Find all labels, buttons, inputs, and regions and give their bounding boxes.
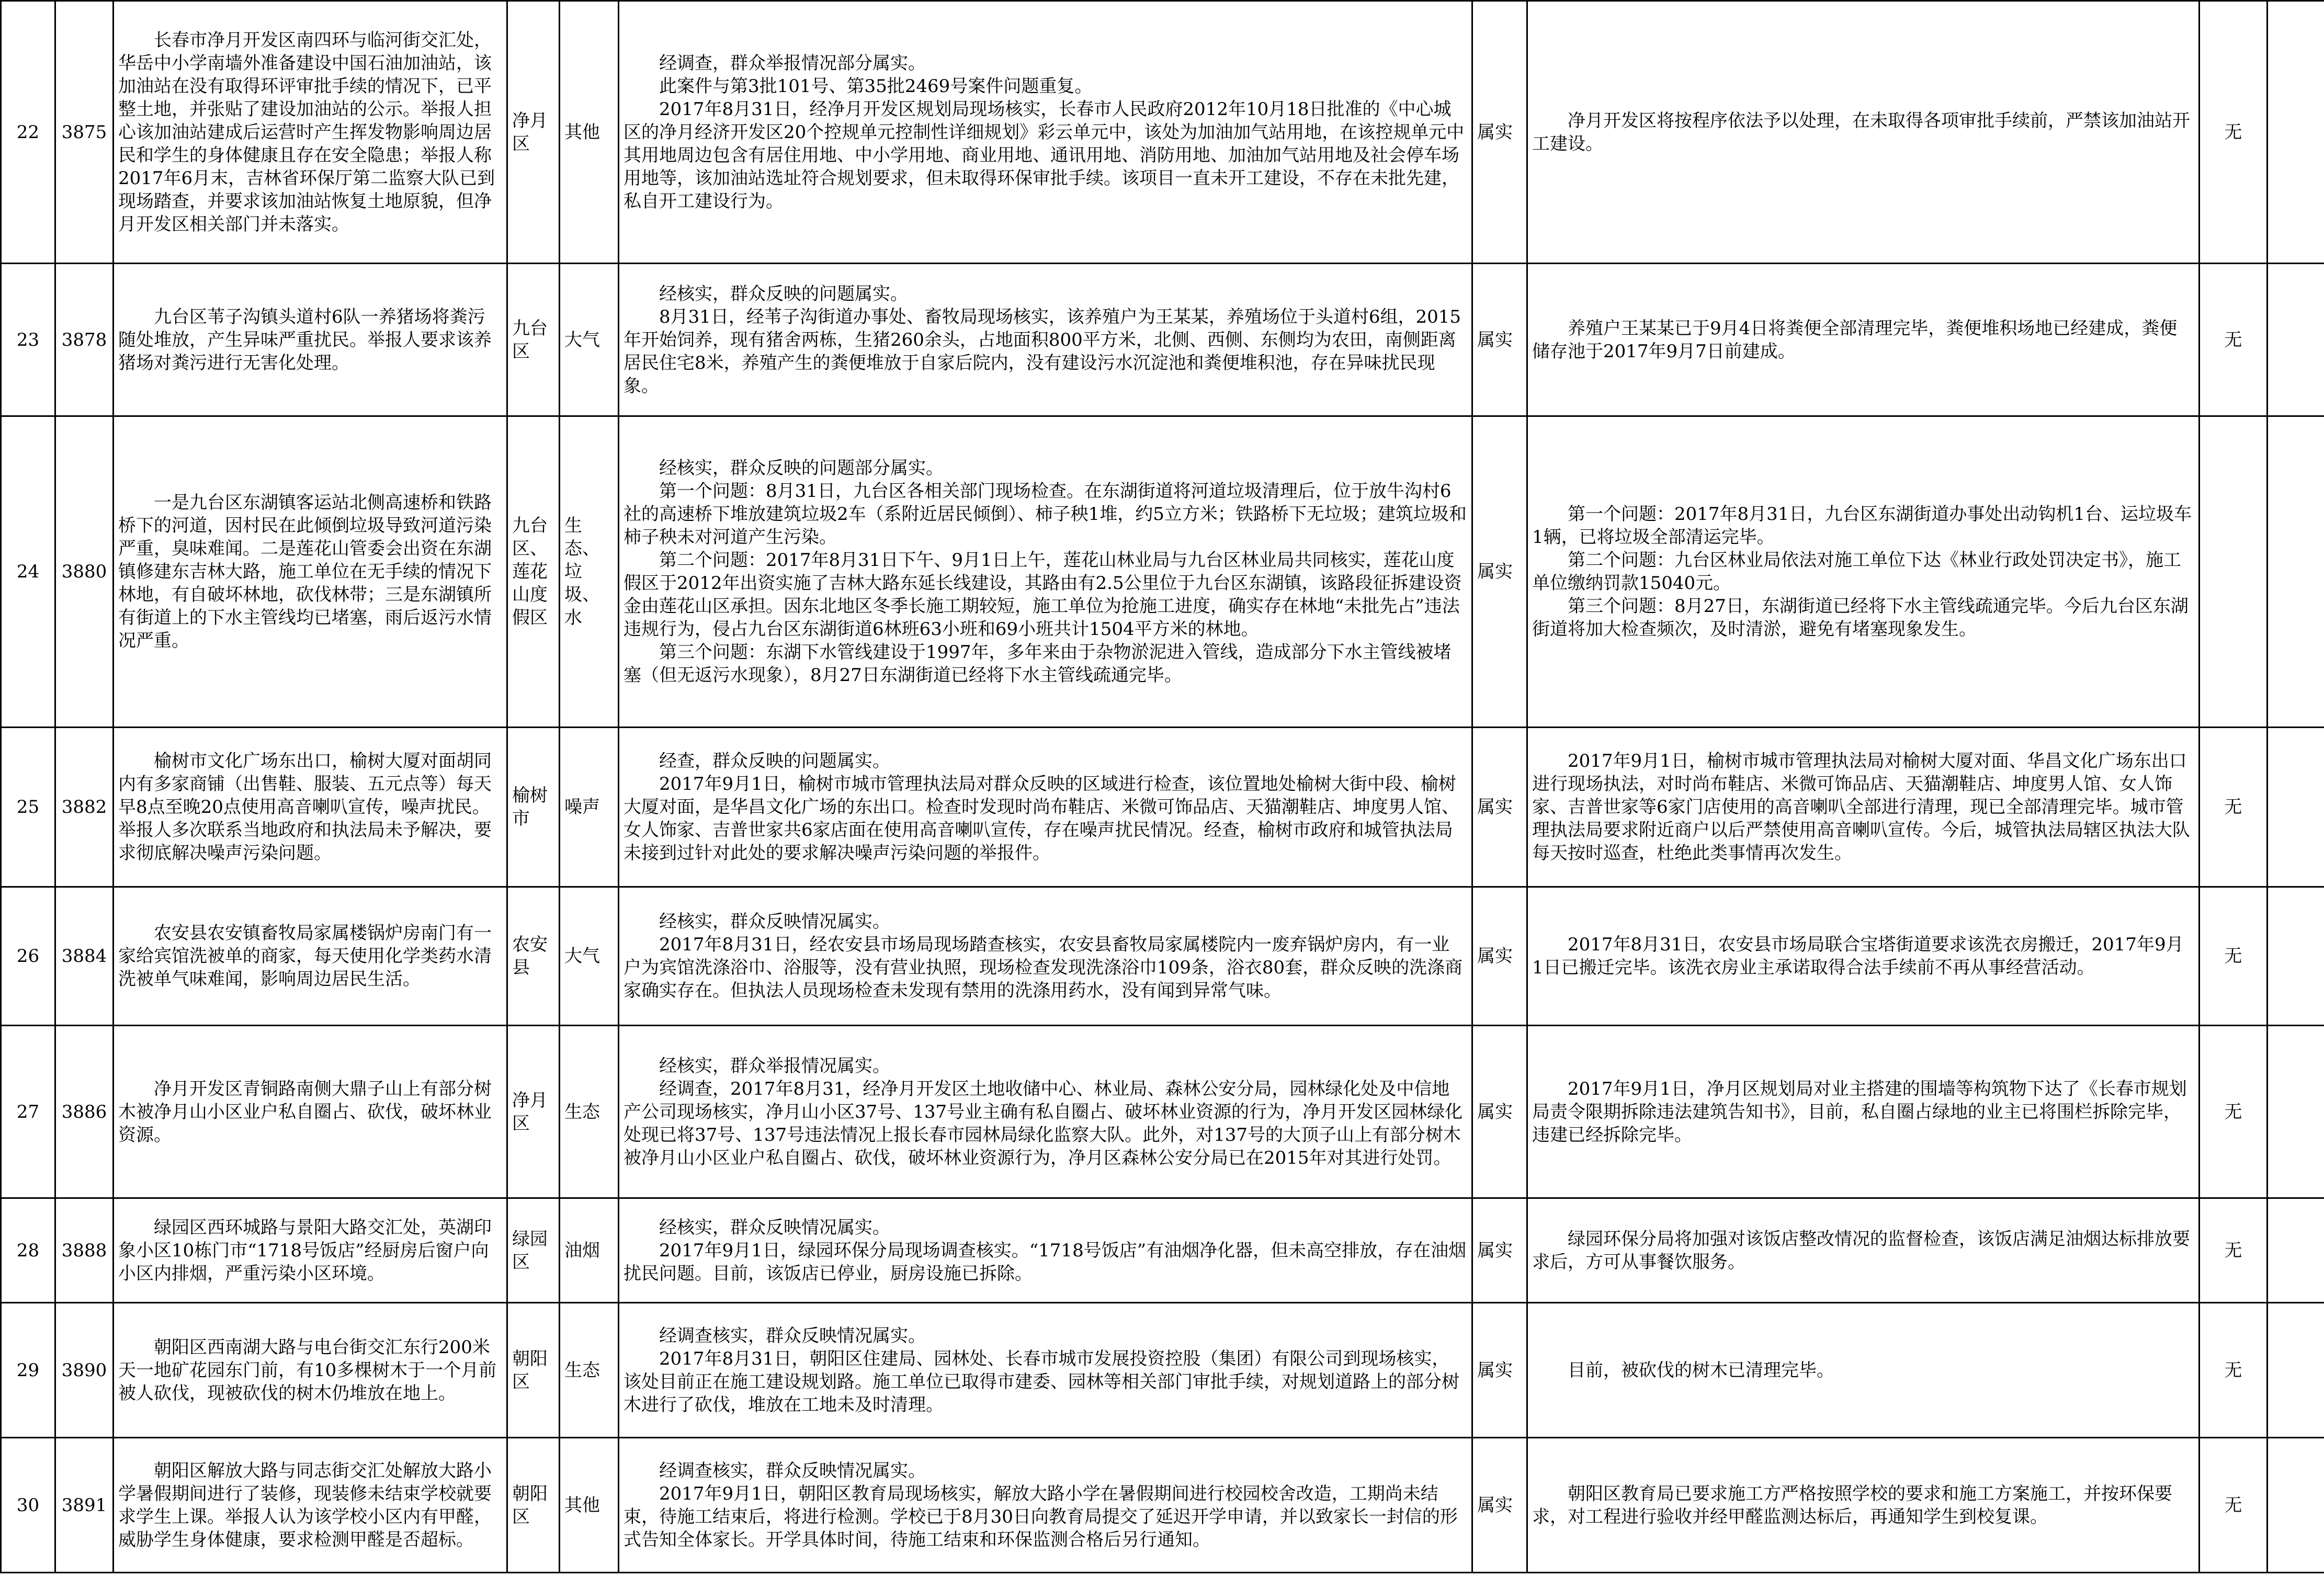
category-cell: 生态 xyxy=(560,1303,619,1438)
investigation-cell-paragraph: 2017年9月1日，榆树市城市管理执法局对群众反映的区域进行检查，该位置地处榆树大街中段、榆树大厦对面，是华昌文化广场的东出口。检查时发现时尚布鞋店、米微可饰品店、天猫潮鞋店、坤度男人馆、女人饰家、吉普世家共6家店面在使用高音喇叭宣传，存在噪声扰民情况。经查，榆树市政府和城管执法局未接到过针对此处的要求解决噪声污染问题的举报件。 xyxy=(623,774,1459,864)
handling-cell-paragraph: 绿园环保分局将加强对该饭店整改情况的监督检查，该饭店满足油烟达标排放要求后，方可从事餐饮服务。 xyxy=(1532,1228,2190,1273)
remarks-cell xyxy=(2268,1,2324,264)
handling-cell xyxy=(1527,264,2200,416)
complaint-cell xyxy=(114,1026,507,1198)
district-cell: 九台区 xyxy=(507,264,560,416)
investigation-cell-paragraph: 第一个问题：8月31日，九台区各相关部门现场检查。在东湖街道将河道垃圾清理后，位于放牛沟村6社的高速桥下堆放建筑垃圾2车（系附近居民倾倒）、柿子秧1堆，约5立方米；铁路桥下无垃圾；建筑垃圾和柿子秧未对河道产生污染。 xyxy=(623,481,1467,548)
investigation-cell-paragraph: 经调查核实，群众反映情况属实。 xyxy=(659,1325,926,1346)
accountability-cell: 无 xyxy=(2200,887,2268,1026)
remarks-cell xyxy=(2268,1303,2324,1438)
verdict-cell: 属实 xyxy=(1472,1438,1527,1573)
remarks-cell xyxy=(2268,1438,2324,1573)
complaint-cell xyxy=(114,1438,507,1573)
investigation-cell xyxy=(619,416,1472,728)
investigation-cell-paragraph: 经核实，群众反映情况属实。 xyxy=(659,1217,890,1238)
district-cell: 净月区 xyxy=(507,1026,560,1198)
complaint-text: 朝阳区西南湖大路与电台街交汇东行200米天一地矿花园东门前，有10多棵树木于一个月前被人砍伐，现被砍伐的树木仍堆放在地上。 xyxy=(118,1336,497,1404)
category-cell: 生态、垃圾、水 xyxy=(560,416,619,728)
verdict-cell: 属实 xyxy=(1472,1303,1527,1438)
accountability-cell: 无 xyxy=(2200,264,2268,416)
category-cell: 大气 xyxy=(560,887,619,1026)
case-id-cell: 3880 xyxy=(55,416,114,728)
investigation-cell-paragraph: 2017年8月31日，经净月开发区规划局现场核实，长春市人民政府2012年10月18日批准的《中心城区的净月经济开发区20个控规单元控制性详细规划》彩云单元中，该处为加油加气站用地，在该控规单元中其用地周边包含有居住用地、中小学用地、商业用地、通讯用地、消防用地、加油加气站用地及社会停车场用地等，该加油站选址符合规划要求，但未取得环保审批手续。该项目一直未开工建设，不存在未批先建，私自开工建设行为。 xyxy=(623,98,1465,212)
verdict-cell: 属实 xyxy=(1472,1198,1527,1303)
complaint-text: 一是九台区东湖镇客运站北侧高速桥和铁路桥下的河道，因村民在此倾倒垃圾导致河道污染严重，臭味难闻。二是莲花山管委会出资在东湖镇修建东吉林大路，施工单位在无手续的情况下林地，有自破坏林地，砍伐林带；三是东湖镇所有街道上的下水主管线均已堵塞，雨后返污水情况严重。 xyxy=(118,492,492,651)
row-number-cell: 24 xyxy=(1,416,55,728)
investigation-cell xyxy=(619,1438,1472,1573)
district-cell: 农安县 xyxy=(507,887,560,1026)
remarks-cell xyxy=(2268,728,2324,887)
district-cell: 净月区 xyxy=(507,1,560,264)
handling-cell-paragraph: 朝阳区教育局已要求施工方严格按照学校的要求和施工方案施工，并按环保要求，对工程进行验收并经甲醛监测达标后，再通知学生到校复课。 xyxy=(1532,1483,2172,1527)
investigation-cell-paragraph: 2017年8月31日，经农安县市场局现场踏查核实，农安县畜牧局家属楼院内一废弃锅炉房内，有一业户为宾馆洗涤浴巾、浴服等，没有营业执照，现场检查发现洗涤浴巾109条，浴衣80套，群众反映的洗涤商家确实存在。但执法人员现场检查未发现有禁用的洗涤用药水，没有闻到异常气味。 xyxy=(623,934,1463,1001)
investigation-cell-paragraph: 第三个问题：东湖下水管线建设于1997年，多年来由于杂物淤泥进入管线，造成部分下水主管线被堵塞（但无返污水现象），8月27日东湖街道已经将下水主管线疏通完毕。 xyxy=(623,642,1452,686)
category-cell: 其他 xyxy=(560,1,619,264)
handling-cell-paragraph: 2017年9月1日，榆树市城市管理执法局对榆树大厦对面、华昌文化广场东出口进行现场执法，对时尚布鞋店、米微可饰品店、天猫潮鞋店、坤度男人馆、女人饰家、吉普世家等6家门店使用的高音喇叭全部进行清理，现已全部清理完毕。城市管理执法局要求附近商户以后严禁使用高音喇叭宣传。今后，城管执法局辖区执法大队每天按时巡查，杜绝此类事情再次发生。 xyxy=(1532,751,2190,864)
row-number-cell: 29 xyxy=(1,1303,55,1438)
investigation-cell xyxy=(619,1303,1472,1438)
case-id-cell: 3891 xyxy=(55,1438,114,1573)
investigation-cell-paragraph: 第二个问题：2017年8月31日下午、9月1日上午，莲花山林业局与九台区林业局共同核实，莲花山度假区于2012年出资实施了吉林大路东延长线建设，其路由有2.5公里位于九台区东湖镇，该路段征拆建设资金由莲花山区承担。因东北地区冬季长施工期较短，施工单位为抢施工进度，确实存在林地“未批先占”违法违规行为，侵占九台区东湖街道6林班63小班和69小班共计1504平方米的林地。 xyxy=(623,550,1462,640)
accountability-cell xyxy=(2200,416,2268,728)
complaint-cell xyxy=(114,728,507,887)
investigation-cell-paragraph: 经调查核实，群众反映情况属实。 xyxy=(659,1460,926,1481)
handling-cell-paragraph: 目前，被砍伐的树木已清理完毕。 xyxy=(1568,1359,1834,1381)
investigation-cell-paragraph: 经查，群众反映的问题属实。 xyxy=(659,751,890,772)
case-id-cell: 3890 xyxy=(55,1303,114,1438)
investigation-cell-paragraph: 经核实，群众反映的问题属实。 xyxy=(659,283,908,304)
accountability-cell: 无 xyxy=(2200,1,2268,264)
investigation-cell xyxy=(619,728,1472,887)
complaint-text: 长春市净月开发区南四环与临河街交汇处，华岳中小学南墙外准备建设中国石油加油站，该加油站在没有取得环评审批手续的情况下，已平整土地，并张贴了建设加油站的公示。举报人担心该加油站建成后运营时产生挥发物影响周边居民和学生的身体健康且存在安全隐患；举报人称2017年6月末，吉林省环保厅第二监察大队已到现场踏查，并要求该加油站恢复土地原貌，但净月开发区相关部门并未落实。 xyxy=(118,29,495,235)
category-cell: 噪声 xyxy=(560,728,619,887)
complaint-text: 朝阳区解放大路与同志街交汇处解放大路小学暑假期间进行了装修，现装修未结束学校就要求学生上课。举报人认为该学校小区内有甲醛，威胁学生身体健康，要求检测甲醛是否超标。 xyxy=(118,1460,492,1550)
verdict-cell: 属实 xyxy=(1472,416,1527,728)
case-id-cell: 3884 xyxy=(55,887,114,1026)
remarks-cell xyxy=(2268,887,2324,1026)
complaint-text: 绿园区西环城路与景阳大路交汇处，英湖印象小区10栋门市“1718号饭店”经厨房后窗户向小区内排烟，严重污染小区环境。 xyxy=(118,1217,492,1284)
handling-cell xyxy=(1527,416,2200,728)
table-row xyxy=(1,1438,2324,1573)
handling-cell xyxy=(1527,1,2200,264)
table-row xyxy=(1,1026,2324,1198)
district-cell: 朝阳区 xyxy=(507,1303,560,1438)
investigation-cell xyxy=(619,1026,1472,1198)
handling-cell xyxy=(1527,1026,2200,1198)
handling-cell-paragraph: 净月开发区将按程序依法予以处理，在未取得各项审批手续前，严禁该加油站开工建设。 xyxy=(1532,110,2190,154)
investigation-cell-paragraph: 2017年9月1日，绿园环保分局现场调查核实。“1718号饭店”有油烟净化器，但未高空排放，存在油烟扰民问题。目前，该饭店已停业，厨房设施已拆除。 xyxy=(623,1240,1467,1284)
accountability-cell: 无 xyxy=(2200,1303,2268,1438)
accountability-cell: 无 xyxy=(2200,1026,2268,1198)
verdict-cell: 属实 xyxy=(1472,728,1527,887)
investigation-cell xyxy=(619,1198,1472,1303)
verdict-cell: 属实 xyxy=(1472,1,1527,264)
accountability-cell: 无 xyxy=(2200,1438,2268,1573)
table-row xyxy=(1,1303,2324,1438)
complaint-text: 榆树市文化广场东出口，榆树大厦对面胡同内有多家商铺（出售鞋、服装、五元点等）每天早8点至晚20点使用高音喇叭宣传，噪声扰民。举报人多次联系当地政府和执法局未予解决，要求彻底解决噪声污染问题。 xyxy=(118,751,492,864)
district-cell: 绿园区 xyxy=(507,1198,560,1303)
category-cell: 大气 xyxy=(560,264,619,416)
handling-cell xyxy=(1527,1303,2200,1438)
complaint-cell xyxy=(114,264,507,416)
category-cell: 其他 xyxy=(560,1438,619,1573)
handling-cell-paragraph: 第一个问题：2017年8月31日，九台区东湖街道办事处出动钩机1台、运垃圾车1辆，已将垃圾全部清运完毕。 xyxy=(1532,504,2192,548)
row-number-cell: 26 xyxy=(1,887,55,1026)
table-row xyxy=(1,728,2324,887)
handling-cell-paragraph: 2017年9月1日，净月区规划局对业主搭建的围墙等构筑物下达了《长春市规划局责令限期拆除违法建筑告知书》，目前，私自圈占绿地的业主已将围栏拆除完毕，违建已经拆除完毕。 xyxy=(1532,1078,2187,1145)
handling-cell xyxy=(1527,887,2200,1026)
row-number-cell: 22 xyxy=(1,1,55,264)
investigation-cell-paragraph: 经调查，群众举报情况部分属实。 xyxy=(659,52,926,74)
case-id-cell: 3878 xyxy=(55,264,114,416)
remarks-cell xyxy=(2268,1026,2324,1198)
case-id-cell: 3882 xyxy=(55,728,114,887)
case-id-cell: 3875 xyxy=(55,1,114,264)
investigation-cell-paragraph: 2017年8月31日，朝阳区住建局、园林处、长春市城市发展投资控股（集团）有限公司到现场核实，该处目前正在施工建设规划路。施工单位已取得市建委、园林等相关部门审批手续，对规划道路上的部分树木进行了砍伐，堆放在工地未及时清理。 xyxy=(623,1348,1459,1415)
investigation-cell-paragraph: 经核实，群众反映情况属实。 xyxy=(659,911,890,932)
row-number-cell: 23 xyxy=(1,264,55,416)
complaint-cell xyxy=(114,1,507,264)
district-cell: 榆树市 xyxy=(507,728,560,887)
category-cell: 生态 xyxy=(560,1026,619,1198)
table-row xyxy=(1,887,2324,1026)
handling-cell xyxy=(1527,728,2200,887)
case-id-cell: 3888 xyxy=(55,1198,114,1303)
table-row xyxy=(1,1198,2324,1303)
district-cell: 九台区、莲花山度假区 xyxy=(507,416,560,728)
case-id-cell: 3886 xyxy=(55,1026,114,1198)
investigation-cell-paragraph: 2017年9月1日，朝阳区教育局现场核实，解放大路小学在暑假期间进行校园校舍改造，工期尚未结束，待施工结束后，将进行检测。学校已于8月30日向教育局提交了延迟开学申请，并以致家长一封信的形式告知全体家长。开学具体时间，待施工结束和环保监测合格后另行通知。 xyxy=(623,1483,1458,1550)
verdict-cell: 属实 xyxy=(1472,887,1527,1026)
district-cell: 朝阳区 xyxy=(507,1438,560,1573)
investigation-cell xyxy=(619,1,1472,264)
row-number-cell: 28 xyxy=(1,1198,55,1303)
table-row xyxy=(1,264,2324,416)
remarks-cell xyxy=(2268,264,2324,416)
category-cell: 油烟 xyxy=(560,1198,619,1303)
table-row xyxy=(1,1,2324,264)
remarks-cell xyxy=(2268,416,2324,728)
row-number-cell: 27 xyxy=(1,1026,55,1198)
complaint-text: 九台区苇子沟镇头道村6队一养猪场将粪污随处堆放，产生异味严重扰民。举报人要求该养猪场对粪污进行无害化处理。 xyxy=(118,306,492,373)
investigation-cell xyxy=(619,264,1472,416)
verdict-cell: 属实 xyxy=(1472,1026,1527,1198)
accountability-cell: 无 xyxy=(2200,728,2268,887)
table-row xyxy=(1,416,2324,728)
handling-cell-paragraph: 第二个问题：九台区林业局依法对施工单位下达《林业行政处罚决定书》，施工单位缴纳罚款15040元。 xyxy=(1532,550,2181,594)
investigation-cell-paragraph: 经调查，2017年8月31，经净月开发区土地收储中心、林业局、森林公安分局，园林绿化处及中信地产公司现场核实，净月山小区37号、137号业主确有私自圈占、破坏林业资源的行为，净月开发区园林绿化处现已将37号、137号违法情况上报长春市园林局绿化监察大队。此外，对137号的大顶子山上有部分树木被净月山小区业户私自圈占、砍伐，破坏林业资源行为，净月区森林公安分局已在2015年对其进行处罚。 xyxy=(623,1078,1463,1168)
investigation-cell-paragraph: 经核实，群众举报情况属实。 xyxy=(659,1055,890,1076)
accountability-cell: 无 xyxy=(2200,1198,2268,1303)
investigation-cell xyxy=(619,887,1472,1026)
remarks-cell xyxy=(2268,1198,2324,1303)
complaint-text: 净月开发区青铜路南侧大鼎子山上有部分树木被净月山小区业户私自圈占、砍伐，破坏林业资源。 xyxy=(118,1078,492,1145)
verdict-cell: 属实 xyxy=(1472,264,1527,416)
handling-cell xyxy=(1527,1198,2200,1303)
handling-cell xyxy=(1527,1438,2200,1573)
row-number-cell: 25 xyxy=(1,728,55,887)
complaint-cell xyxy=(114,416,507,728)
complaint-cell xyxy=(114,887,507,1026)
complaint-cell xyxy=(114,1198,507,1303)
handling-cell-paragraph: 2017年8月31日，农安县市场局联合宝塔街道要求该洗衣房搬迁，2017年9月1日已搬迁完毕。该洗衣房业主承诺取得合法手续前不再从事经营活动。 xyxy=(1532,934,2184,978)
investigation-cell-paragraph: 此案件与第3批101号、第35批2469号案件问题重复。 xyxy=(659,75,1093,97)
handling-cell-paragraph: 第三个问题：8月27日，东湖街道已经将下水主管线疏通完毕。今后九台区东湖街道将加大检查频次，及时清淤，避免有堵塞现象发生。 xyxy=(1532,596,2189,640)
investigation-cell-paragraph: 8月31日，经苇子沟街道办事处、畜牧局现场核实，该养殖户为王某某，养殖场位于头道村6组，2015年开始饲养，现有猪舍两栋，生猪260余头，占地面积800平方米，北侧、西侧、东侧均为农田，南侧距离居民住宅8米，养殖产生的粪便堆放于自家后院内，没有建设污水沉淀池和粪便堆积池，存在异味扰民现象。 xyxy=(623,306,1461,396)
handling-cell-paragraph: 养殖户王某某已于9月4日将粪便全部清理完毕，粪便堆积场地已经建成，粪便储存池于2017年9月7日前建成。 xyxy=(1532,317,2178,362)
row-number-cell: 30 xyxy=(1,1438,55,1573)
complaint-text: 农安县农安镇畜牧局家属楼锅炉房南门有一家给宾馆洗被单的商家，每天使用化学类药水清洗被单气味难闻，影响周边居民生活。 xyxy=(118,923,492,990)
investigation-cell-paragraph: 经核实，群众反映的问题部分属实。 xyxy=(659,458,944,479)
complaint-cell xyxy=(114,1303,507,1438)
